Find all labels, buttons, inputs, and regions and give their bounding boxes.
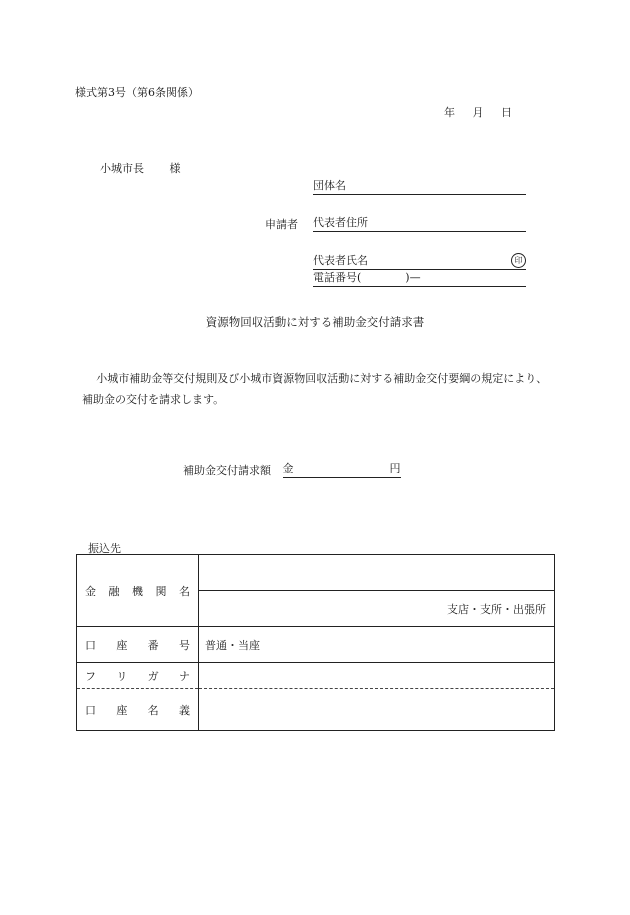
- furigana-label-cell: [77, 663, 199, 689]
- form-number: 様式第3号（第6条関係）: [75, 86, 199, 99]
- amount-prefix: 金: [282, 462, 294, 475]
- rep-name-label: 代表者氏名: [313, 254, 368, 267]
- branch-cell[interactable]: [199, 591, 555, 627]
- amount-field[interactable]: [283, 460, 401, 478]
- document-title: 資源物回収活動に対する補助金交付請求書: [205, 315, 425, 329]
- bank-transfer-table: [76, 554, 555, 731]
- account-holder-cell[interactable]: [199, 689, 555, 731]
- furigana-label: フ リ ガ ナ: [85, 669, 190, 683]
- amount-unit: 円: [389, 462, 401, 475]
- institution-name-cell[interactable]: [199, 555, 555, 591]
- date-month: 月: [472, 106, 484, 119]
- bank-section-label: 振込先: [88, 542, 121, 555]
- request-statement: 小城市補助金等交付規則及び小城市資源物回収活動に対する補助金交付要綱の規定により、補助金の交付を請求します。: [82, 372, 548, 406]
- branch-options: 支店・支所・出張所: [447, 602, 546, 616]
- amount-label: 補助金交付請求額: [183, 464, 271, 477]
- date-year: 年: [444, 106, 455, 119]
- addressee-honorific: 様: [169, 162, 181, 175]
- amount-row: [183, 460, 401, 478]
- account-number-cell[interactable]: [199, 627, 555, 663]
- account-number-label: 口 座 番 号: [85, 638, 190, 652]
- seal-mark-icon: 印: [511, 253, 526, 268]
- account-holder-label-cell: [77, 689, 199, 731]
- rep-address-field[interactable]: [313, 215, 526, 232]
- date-day: 日: [501, 106, 512, 119]
- account-holder-label: 口 座 名 義: [85, 703, 190, 717]
- org-name-field[interactable]: [313, 178, 526, 195]
- furigana-cell[interactable]: [199, 663, 555, 689]
- rep-name-field[interactable]: [313, 253, 526, 270]
- account-type-options: 普通・当座: [205, 638, 260, 652]
- addressee: [100, 160, 181, 176]
- institution-label: 金 融 機 関 名: [85, 584, 190, 598]
- institution-label-cell: [77, 555, 199, 627]
- phone-label: 電話番号( )—: [313, 271, 421, 284]
- phone-field[interactable]: [313, 270, 526, 287]
- addressee-name: 小城市長: [100, 162, 144, 175]
- date-line: [444, 104, 512, 120]
- account-number-label-cell: [77, 627, 199, 663]
- org-name-label: 団体名: [313, 179, 346, 192]
- body-text: [82, 368, 554, 410]
- applicant-label: 申請者: [265, 218, 298, 231]
- rep-address-label: 代表者住所: [313, 216, 368, 229]
